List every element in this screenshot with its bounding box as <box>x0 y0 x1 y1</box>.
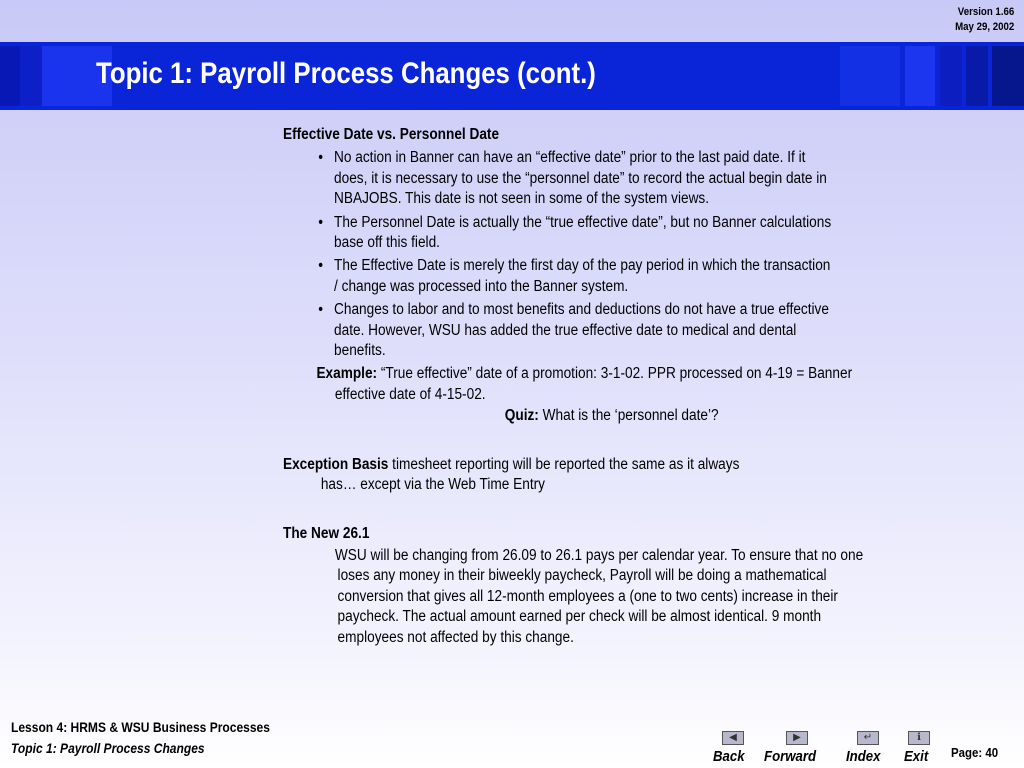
footer-lesson: Lesson 4: HRMS & WSU Business Processes <box>11 719 270 735</box>
bullet-text: Changes to labor and to most benefits and deductions do not have a true effective date. However, WSU has added the true effective date to medical and dental benefits. <box>334 301 829 360</box>
example-label: Example: <box>316 365 378 383</box>
title-bar-decoration <box>20 46 42 106</box>
version-date: May 29, 2002 <box>954 21 1014 33</box>
exit-button[interactable] <box>908 731 930 745</box>
exit-link[interactable]: Exit <box>904 748 929 765</box>
bullet-text: The Effective Date is merely the first day of the pay period in which the transaction / change was processed into the Banner system. <box>334 257 831 295</box>
forward-link[interactable]: Forward <box>764 748 817 765</box>
exception-text-line1: timesheet reporting will be reported the same as it always <box>392 455 740 473</box>
index-return-icon: ↵ <box>863 732 873 743</box>
version-info <box>955 5 1014 35</box>
quiz-text: What is the ‘personnel date’? <box>542 407 719 425</box>
list-item <box>316 148 835 209</box>
exception-basis-paragraph <box>283 455 776 496</box>
list-item <box>316 300 835 361</box>
title-bar-decoration <box>940 46 962 106</box>
quiz-label: Quiz: <box>504 407 539 425</box>
quiz-line <box>283 406 911 426</box>
bullet-text: The Personnel Date is actually the “true effective date”, but no Banner calculations base off this field. <box>334 213 832 252</box>
footer-topic: Topic 1: Payroll Process Changes <box>11 740 205 756</box>
list-item <box>316 256 835 297</box>
bullet-glyph: • <box>318 149 323 167</box>
title-bar-decoration <box>966 46 988 106</box>
forward-arrow-icon: ▶ <box>793 732 801 743</box>
bullet-text: No action in Banner can have an “effective date” prior to the last paid date. If it does, it is necessary to use the “personnel date” to record the actual begin date in NBAJOBS. This date is not seen in some of the system views. <box>334 149 827 208</box>
bullet-glyph: • <box>318 257 323 275</box>
page-title: Topic 1: Payroll Process Changes (cont.) <box>96 57 596 90</box>
exit-info-icon: ℹ <box>917 732 921 743</box>
slide-content <box>283 125 983 648</box>
version-label: Version 1.66 <box>957 6 1014 18</box>
back-button[interactable] <box>722 731 744 745</box>
title-bar-decoration <box>992 46 1024 106</box>
index-link[interactable]: Index <box>846 748 881 765</box>
example-text: “True effective” date of a promotion: 3-1-02. PPR processed on 4-19 = Banner effective date of 4-15-02. <box>334 365 853 403</box>
section-heading-effective-date: Effective Date vs. Personnel Date <box>283 126 500 143</box>
index-button[interactable] <box>857 731 879 745</box>
list-item <box>316 213 835 254</box>
bullet-list <box>316 148 835 361</box>
example-paragraph <box>316 364 854 405</box>
back-arrow-icon: ◀ <box>729 732 737 743</box>
exception-text-line2: has… except via the Web Time Entry <box>320 476 545 494</box>
bullet-glyph: • <box>318 301 323 319</box>
title-bar-decoration <box>905 46 935 106</box>
forward-button[interactable] <box>786 731 808 745</box>
title-bar-decoration <box>0 46 20 106</box>
bullet-glyph: • <box>318 213 323 231</box>
page-number: Page: 40 <box>951 745 999 760</box>
new-26-1-paragraph: WSU will be changing from 26.09 to 26.1 pays per calendar year. To ensure that no one loses any money in their biweekly paycheck, Payroll will be doing a mathematical conversion that gives all 12-month employees a (one to two cents) increase in their paycheck. The actual amount earned per check will be almost identical. 9 month employees not affected by this change. <box>334 546 864 646</box>
section-heading-new-26-1: The New 26.1 <box>283 524 370 542</box>
section-heading-exception-basis: Exception Basis <box>283 455 389 473</box>
back-link[interactable]: Back <box>713 748 745 765</box>
title-bar-decoration <box>840 46 900 106</box>
